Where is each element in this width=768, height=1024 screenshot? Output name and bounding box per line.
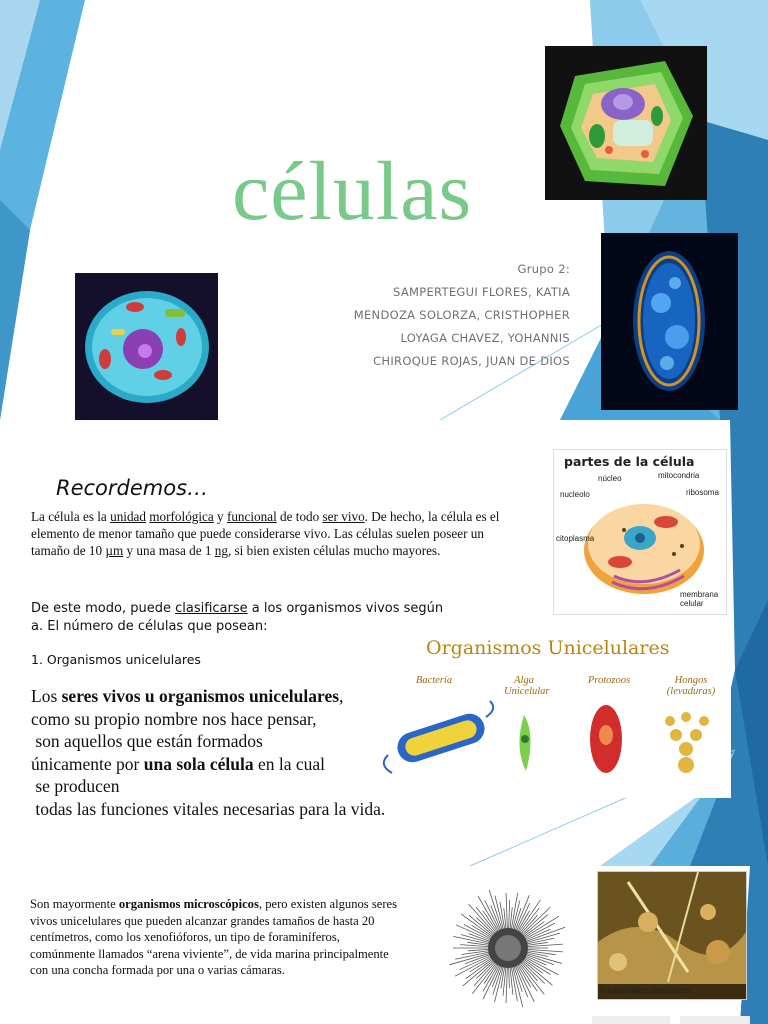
text: , pero existen algunos seres vivos unicelulares que pueden alcanzar grandes tamaños de hasta 20 centímetros, como los xenofióforos, un tipo de foraminíferos, comúnmente llamados “arena viviente”, de vida marina principalmente con una concha formada por una o varias cámaras. bbox=[30, 897, 398, 978]
label-protozoos: Protozoos bbox=[587, 675, 631, 686]
label-alga: Alga Unicelular bbox=[504, 675, 550, 697]
text: y una masa de 1 bbox=[123, 543, 215, 558]
xenophyophore-image bbox=[448, 872, 568, 1024]
line: son aquellos que están formados bbox=[31, 731, 263, 751]
intro-paragraph bbox=[31, 508, 523, 559]
unicellular-paragraph bbox=[31, 685, 431, 820]
protozoo-illustration bbox=[590, 705, 622, 773]
line bbox=[31, 753, 431, 776]
line: como su propio nombre nos hace pensar, bbox=[31, 708, 317, 729]
subheading-unicelulares: 1. Organismos unicelulares bbox=[31, 652, 201, 667]
bacteria-illustration bbox=[384, 701, 493, 773]
text: únicamente por bbox=[31, 753, 144, 774]
alga-illustration bbox=[519, 715, 530, 771]
classification-line bbox=[31, 600, 451, 618]
label-citoplasma: citoplasma bbox=[556, 534, 595, 543]
bold-text: organismos microscópicos bbox=[118, 897, 259, 911]
line bbox=[31, 685, 431, 708]
diagram-title: partes de la célula bbox=[564, 454, 695, 469]
label-nucleo: núcleo bbox=[598, 474, 622, 483]
label-nucleolo: nucleolo bbox=[560, 490, 590, 499]
member-name: CHIROQUE ROJAS, JUAN DE DIOS bbox=[373, 354, 570, 368]
content-slide-2 bbox=[0, 866, 768, 1024]
text: , si bien existen células mucho mayores. bbox=[227, 543, 441, 558]
label-hongos: Hongos (levaduras) bbox=[666, 675, 716, 697]
microscopy-cell-image bbox=[601, 233, 738, 410]
text: y bbox=[213, 509, 227, 524]
link-funcional[interactable]: funcional bbox=[226, 509, 277, 524]
plant-cell-image bbox=[545, 46, 707, 200]
classification-criterion: a. El número de células que posean: bbox=[31, 619, 268, 634]
graphic-title: Organismos Unicelulares bbox=[426, 637, 670, 659]
bold-text: seres vivos u organismos unicelulares bbox=[61, 686, 340, 706]
classification-paragraph bbox=[31, 600, 451, 636]
link-morfologica[interactable]: morfológica bbox=[149, 509, 214, 524]
label-mitocondria: mitocondria bbox=[658, 471, 700, 480]
unicellular-organisms-graphic bbox=[374, 635, 731, 798]
levaduras-illustration bbox=[665, 712, 709, 773]
animal-cell-image bbox=[75, 273, 218, 420]
link-unidad[interactable]: unidad bbox=[110, 509, 146, 524]
bold-text: una sola célula bbox=[143, 753, 254, 774]
text: La célula es la bbox=[31, 509, 111, 524]
label-ribosoma: ribosoma bbox=[686, 488, 719, 497]
text: de todo bbox=[276, 509, 323, 524]
text: en la cual bbox=[253, 753, 326, 774]
link-micrometro[interactable]: µm bbox=[105, 543, 124, 558]
cell-parts-diagram bbox=[553, 449, 727, 615]
member-name: LOYAGA CHAVEZ, YOHANNIS bbox=[400, 331, 570, 345]
group-members bbox=[354, 258, 570, 373]
text: , bbox=[339, 686, 344, 706]
foraminifera-paragraph bbox=[30, 896, 408, 979]
line: todas las funciones vitales necesarias para la vida. bbox=[31, 798, 386, 819]
foraminifera-photo bbox=[597, 871, 747, 1000]
link-nanogramo[interactable]: ng bbox=[214, 543, 228, 558]
page-title: células bbox=[232, 145, 473, 238]
section-heading: Recordemos… bbox=[56, 476, 209, 500]
text: De este modo, puede bbox=[31, 601, 176, 616]
label-bacteria: Bacteria bbox=[415, 675, 453, 686]
link-clasificarse[interactable]: clasificarse bbox=[175, 601, 248, 616]
text: Los bbox=[31, 686, 62, 706]
content-slide bbox=[0, 420, 768, 866]
member-name: MENDOZA SOLORZA, CRISTHOPHER bbox=[353, 308, 570, 322]
text: Son mayormente bbox=[30, 897, 119, 911]
label-membrana: membrana celular bbox=[680, 590, 719, 608]
text: a los organismos vivos según bbox=[247, 601, 444, 616]
title-slide bbox=[0, 0, 768, 420]
line: se producen bbox=[31, 776, 120, 796]
member-name: SAMPERTEGUI FLORES, KATIA bbox=[393, 285, 570, 299]
text: . De hecho, la célula es el elemento de menor tamaño que puede considerarse vivo. Las células suelen poseer un tamaño de 10 bbox=[31, 509, 500, 558]
link-ser-vivo[interactable]: ser vivo bbox=[322, 509, 365, 524]
photo-caption: Foraminíferos bentónicos. bbox=[600, 986, 693, 995]
group-label: Grupo 2: bbox=[517, 262, 570, 276]
